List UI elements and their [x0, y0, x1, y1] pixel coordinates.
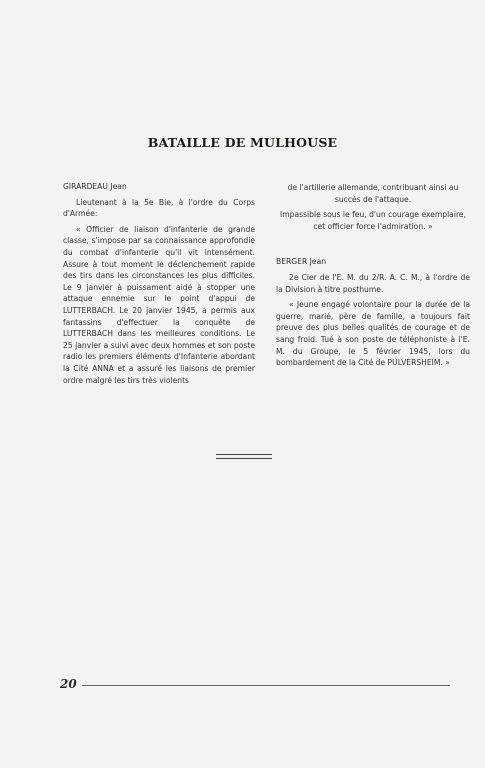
right-column [276, 182, 470, 373]
left-column [63, 181, 255, 390]
soldier-name-girardeau: GIRARDEAU Jean [63, 182, 127, 191]
section-divider-bottom [216, 458, 272, 459]
rank-berger: 2e Cier de l'E. M. du 2/R. A. C. M., à l'ordre de la Division à titre posthume. [276, 272, 470, 294]
page-number: 20 [60, 677, 77, 691]
page-title: BATAILLE DE MULHOUSE [147, 135, 338, 150]
rank-girardeau: Lieutenant à la 5e Bie, à l'ordre du Corps d'Armée: [63, 197, 255, 219]
section-divider-top [216, 454, 272, 455]
citation-girardeau-continued: de l'artillerie allemande, contribuant ainsi au succès de l'attaque. [287, 183, 459, 204]
citation-berger: « Jeune engagé volontaire pour la durée de la guerre, marié, père de famille, a toujours fait preuve des plus belles qualités de courage et de sang froid. Tué à son poste de téléphoniste à l'E. M. du Groupe, le 5 février 1945, lors du bombardement de la Cité de PULVERSHEIM. » [276, 300, 470, 368]
footer-rule [82, 685, 450, 686]
citation-girardeau: « Officier de liaison d'infanterie de grande classe, s'impose par sa connaissance approfondie du combat d'infanterie qu'il vit intensément. Assure à tout moment le déclenchement rapide des tirs dans les circonstances les plus difficiles. Le 9 janvier à puissament aidé à stopper une attaque ennemie sur le point d'appui de LUTTERBACH. Le 20 janvier 1945, a permis aux fantassins d'effectuer la conquête de LUTTERBACH dans les meilleures conditions. Le 25 janvier a suivi avec deux hommes et son poste radio les premiers éléments d'Infanterie abordant la Cité ANNA et a assuré les liaisons de premier ordre malgré les tirs très violents [63, 224, 255, 385]
soldier-name-berger: BERGER Jean [276, 257, 327, 267]
citation-girardeau-closing: Impassible sous le feu, d'un courage exemplaire, cet officier force l'admiration. » [280, 210, 466, 231]
spacer [276, 236, 470, 256]
